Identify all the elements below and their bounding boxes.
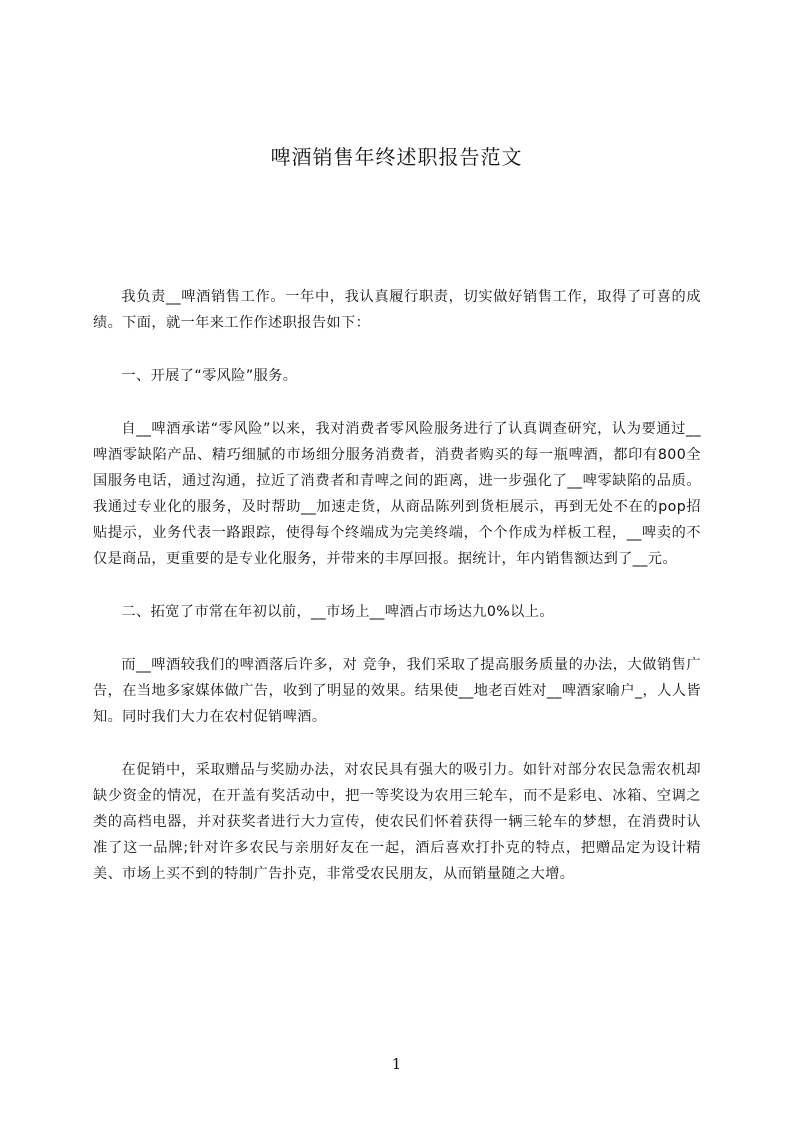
- document-body: [93, 284, 701, 914]
- section-heading-1: 一、开展了“零风险”服务。: [121, 368, 298, 384]
- paragraph-zero-risk: 自__啤酒承诺“零风险”以来，我对消费者零风险服务进行了认真调查研究，认为要通过__啤酒零缺陷产品、精巧细腻的市场细分服务消费者，消费者购买的每一瓶啤酒，都印有800全国服务电话，通过沟通，拉近了消费者和青啤之间的距离，进一步强化了__啤零缺陷的品质。我通过专业化的服务，及时帮助__加速走货，从商品陈列到货柜展示，再到无处不在的pop招贴提示，业务代表一路跟踪，使得每个终端成为完美终端，个个作成为样板工程，__啤卖的不仅是商品，更重要的是专业化服务，并带来的丰厚回报。据统计，年内销售额达到了__元。: [93, 421, 701, 567]
- page-number: 1: [391, 1055, 402, 1073]
- document-title: 啤酒销售年终述职报告范文: [270, 145, 523, 169]
- section-heading-2: 二、拓宽了市常在年初以前，__市场上__啤酒占市场达九0%以上。: [121, 604, 554, 620]
- paragraph-advertising: 而__啤酒较我们的啤酒落后许多，对 竞争，我们采取了提高服务质量的办法，大做销售广告，在当地多家媒体做广告，收到了明显的效果。结果使__地老百姓对__啤酒家喻户_，人人皆知。同时我们大力在农村促销啤酒。: [93, 657, 701, 725]
- paragraph-promotion: 在促销中，采取赠品与奖励办法，对农民具有强大的吸引力。如针对部分农民急需农机却缺少资金的情况，在开盖有奖活动中，把一等奖设为农用三轮车，而不是彩电、冰箱、空调之类的高档电器，并对获奖者进行大力宣传，使农民们怀着获得一辆三轮车的梦想，在消费时认准了这一品牌;针对许多农民与亲朋好友在一起，酒后喜欢打扑克的特点，把赠品定为设计精美、市场上买不到的特制广告扑克，非常受农民朋友，从而销量随之大增。: [93, 762, 701, 882]
- paragraph-intro: 我负责__啤酒销售工作。一年中，我认真履行职责，切实做好销售工作，取得了可喜的成绩。下面，就一年来工作作述职报告如下：: [93, 289, 701, 331]
